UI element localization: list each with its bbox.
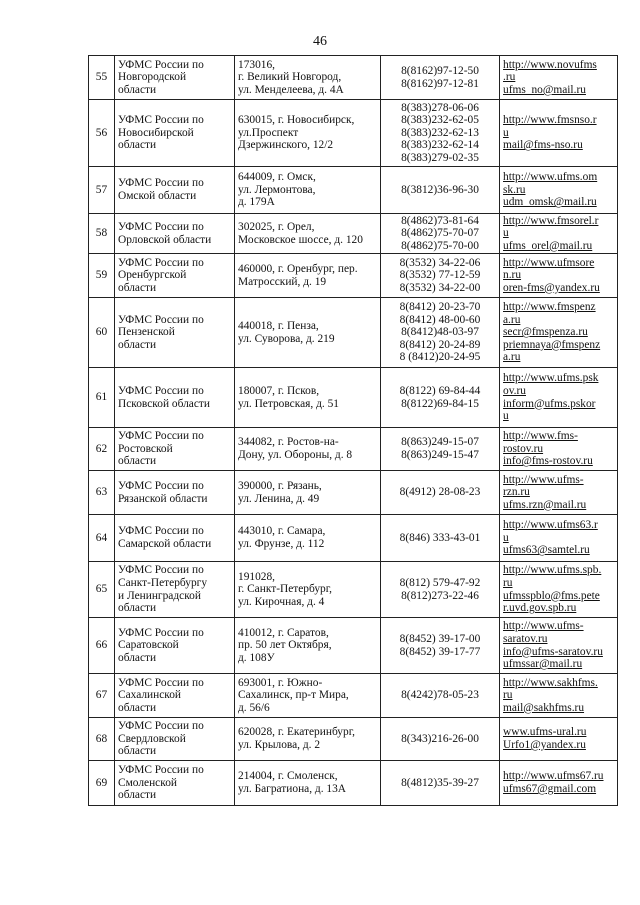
office-address-line: д. 56/6 xyxy=(238,701,270,714)
office-contacts-line[interactable]: rostov.ru xyxy=(503,442,544,455)
office-name xyxy=(115,761,235,806)
office-address-line: 180007, г. Псков, xyxy=(238,384,320,397)
office-name-line: области xyxy=(118,455,157,468)
page-number: 46 xyxy=(313,34,327,49)
office-name xyxy=(115,298,235,368)
table-row xyxy=(89,167,618,214)
office-contacts-line[interactable]: http://www.fmsorel.r xyxy=(503,214,599,227)
office-address-line: ул. Кирочная, д. 4 xyxy=(238,595,325,608)
office-name-line: Рязанской области xyxy=(118,492,208,505)
office-name-line: Санкт-Петербургу xyxy=(118,576,208,589)
office-phones xyxy=(381,368,500,428)
office-address-line: Сахалинск, пр-т Мира, xyxy=(238,689,349,702)
office-address-line: ул. Крылова, д. 2 xyxy=(238,739,321,751)
office-phones xyxy=(381,100,500,167)
office-contacts xyxy=(500,298,618,368)
office-contacts xyxy=(500,618,618,674)
office-address-line: Дзержинского, 12/2 xyxy=(238,139,334,152)
office-name xyxy=(115,368,235,428)
office-address-line: д. 108У xyxy=(238,651,275,664)
office-address xyxy=(235,761,381,806)
office-address-line: г. Санкт-Петербург, xyxy=(238,583,332,596)
office-contacts-line[interactable]: http://www.ufms.psk xyxy=(503,372,599,385)
office-contacts-line[interactable]: u xyxy=(503,227,509,240)
office-phones-line: 8(8122)69-84-15 xyxy=(401,397,479,410)
table-row xyxy=(89,761,618,806)
office-address xyxy=(235,254,381,298)
table-row xyxy=(89,471,618,515)
row-number: 66 xyxy=(89,618,115,674)
office-address xyxy=(235,214,381,254)
row-number: 68 xyxy=(89,718,115,761)
office-name-line: УФМС России по xyxy=(118,58,204,71)
office-contacts-line[interactable]: http://www.ufms63.r xyxy=(503,519,598,532)
office-name xyxy=(115,718,235,761)
office-contacts-line[interactable]: ru xyxy=(503,689,513,702)
office-name-line: УФМС России по xyxy=(118,384,204,397)
office-phones-line: 8(846) 333-43-01 xyxy=(399,531,481,544)
office-name xyxy=(115,428,235,471)
office-name-line: УФМС России по xyxy=(118,430,204,443)
office-name-line: УФМС России по xyxy=(118,626,204,639)
office-address-line: 173016, xyxy=(238,58,276,71)
office-contacts-line[interactable]: ufmssar@mail.ru xyxy=(503,658,583,671)
office-contacts-line[interactable]: u xyxy=(503,531,509,544)
office-contacts-line[interactable]: www.ufms-ural.ru xyxy=(503,726,587,739)
office-name-line: области xyxy=(118,281,157,294)
office-contacts xyxy=(500,100,618,167)
office-name-line: УФМС России по xyxy=(118,764,204,777)
row-number: 59 xyxy=(89,254,115,298)
office-phones-line: 8(4862)75-70-07 xyxy=(401,227,479,240)
office-address-line: 344082, г. Ростов-на- xyxy=(238,436,339,449)
table-row xyxy=(89,368,618,428)
office-contacts xyxy=(500,471,618,515)
office-contacts-line[interactable]: inform@ufms.pskor xyxy=(503,397,596,410)
office-contacts-line[interactable]: r.uvd.gov.spb.ru xyxy=(503,602,577,615)
office-address-line: 410012, г. Саратов, xyxy=(238,626,329,639)
office-name-line: УФМС России по xyxy=(118,177,204,190)
office-contacts-line[interactable]: ufms.rzn@mail.ru xyxy=(503,498,587,511)
office-phones xyxy=(381,515,500,562)
office-contacts-line[interactable]: http://www.ufms.spb. xyxy=(503,564,602,577)
office-name-line: УФМС России по xyxy=(118,256,204,269)
office-name-line: Сахалинской xyxy=(118,689,182,702)
office-phones-line: 8(4812)35-39-27 xyxy=(401,776,479,789)
office-address xyxy=(235,618,381,674)
office-phones xyxy=(381,167,500,214)
office-address xyxy=(235,674,381,718)
row-number: 56 xyxy=(89,100,115,167)
office-address-line: 440018, г. Пенза, xyxy=(238,319,319,332)
office-phones-line: 8(8412) 20-24-89 xyxy=(399,338,481,351)
office-address-line: Матросский, д. 19 xyxy=(238,275,327,288)
office-name xyxy=(115,515,235,562)
office-phones xyxy=(381,618,500,674)
office-contacts xyxy=(500,56,618,100)
office-address-line: ул. Суворова, д. 219 xyxy=(238,332,335,345)
office-name-line: Новгородской xyxy=(118,71,187,84)
table-row xyxy=(89,618,618,674)
office-name-line: Орловской области xyxy=(118,233,212,246)
office-phones xyxy=(381,254,500,298)
office-contacts-line[interactable]: http://www.fmspenz xyxy=(503,301,596,314)
table-row xyxy=(89,214,618,254)
office-name-line: области xyxy=(118,83,157,96)
office-address-line: пр. 50 лет Октября, xyxy=(238,639,332,652)
office-contacts xyxy=(500,562,618,618)
office-contacts-line[interactable]: http://www.ufms- xyxy=(503,620,584,633)
office-name-line: области xyxy=(118,139,157,152)
office-address xyxy=(235,471,381,515)
office-name xyxy=(115,214,235,254)
office-name xyxy=(115,56,235,100)
row-number: 63 xyxy=(89,471,115,515)
row-number: 65 xyxy=(89,562,115,618)
table-row xyxy=(89,298,618,368)
office-contacts-line[interactable]: ufms_no@mail.ru xyxy=(503,83,586,96)
office-contacts-line[interactable]: ufms67@gmail.com xyxy=(503,783,597,795)
office-address-line: ул. Багратиона, д. 13А xyxy=(238,783,347,795)
office-contacts-line[interactable]: secr@fmspenza.ru xyxy=(503,326,588,339)
office-address xyxy=(235,562,381,618)
office-name xyxy=(115,254,235,298)
office-phones-line: 8(4912) 28-08-23 xyxy=(399,486,481,499)
office-address-line: 630015, г. Новосибирск, xyxy=(238,114,355,127)
office-address xyxy=(235,515,381,562)
office-phones-line: 8(8162)97-12-81 xyxy=(401,77,479,90)
office-phones-line: 8(383)232-62-05 xyxy=(401,114,479,127)
office-phones-line: 8(383)279-02-35 xyxy=(401,151,479,164)
office-name-line: области xyxy=(118,701,157,714)
office-address xyxy=(235,167,381,214)
row-number: 57 xyxy=(89,167,115,214)
office-phones-line: 8(812) 579-47-92 xyxy=(399,576,481,589)
office-name-line: Ростовской xyxy=(118,442,173,455)
office-contacts-line[interactable]: http://www.ufms.om xyxy=(503,171,598,184)
office-address-line: 620028, г. Екатеринбург, xyxy=(238,726,355,739)
table-row xyxy=(89,515,618,562)
office-phones xyxy=(381,718,500,761)
office-phones xyxy=(381,471,500,515)
office-name-line: области xyxy=(118,651,157,664)
table-row xyxy=(89,56,618,100)
office-phones-line: 8(8122) 69-84-44 xyxy=(399,384,481,397)
office-address-line: ул.Проспект xyxy=(238,126,299,139)
office-phones-line: 8(8412) 20-23-70 xyxy=(399,301,481,314)
office-contacts-line[interactable]: oren-fms@yandex.ru xyxy=(503,281,600,294)
office-name xyxy=(115,674,235,718)
office-name-line: области xyxy=(118,338,157,351)
office-name-line: УФМС России по xyxy=(118,313,204,326)
fms-offices-table xyxy=(88,55,618,806)
office-contacts-line[interactable]: ufms_orel@mail.ru xyxy=(503,239,593,252)
office-name-line: Псковской области xyxy=(118,397,210,410)
office-phones-line: 8(383)232-62-13 xyxy=(401,126,479,139)
office-phones-line: 8(8452) 39-17-00 xyxy=(399,632,481,645)
row-number: 61 xyxy=(89,368,115,428)
office-address-line: ул. Менделеева, д. 4А xyxy=(238,83,344,96)
office-phones xyxy=(381,674,500,718)
office-name-line: области xyxy=(118,745,157,758)
row-number: 60 xyxy=(89,298,115,368)
office-name-line: Оренбургской xyxy=(118,269,187,282)
office-address xyxy=(235,56,381,100)
office-phones-line: 8(863)249-15-07 xyxy=(401,436,479,449)
office-phones xyxy=(381,562,500,618)
office-name-line: УФМС России по xyxy=(118,525,204,538)
office-contacts-line[interactable]: mail@fms-nso.ru xyxy=(503,139,583,152)
office-address xyxy=(235,718,381,761)
office-name xyxy=(115,100,235,167)
office-phones-line: 8(863)249-15-47 xyxy=(401,449,479,461)
office-name-line: УФМС России по xyxy=(118,564,204,577)
office-contacts-line[interactable]: http://www.ufms67.ru xyxy=(503,770,604,783)
office-contacts-line[interactable]: info@fms-rostov.ru xyxy=(503,455,593,468)
office-address-line: 390000, г. Рязань, xyxy=(238,479,322,492)
office-address-line: 302025, г. Орел, xyxy=(238,220,315,233)
office-contacts-line[interactable]: http://www.novufms xyxy=(503,58,597,71)
row-number: 64 xyxy=(89,515,115,562)
office-contacts-line[interactable]: Urfo1@yandex.ru xyxy=(503,739,586,751)
office-name-line: Саратовской xyxy=(118,639,179,652)
office-name-line: УФМС России по xyxy=(118,220,204,233)
office-contacts xyxy=(500,167,618,214)
office-address-line: 460000, г. Оренбург, пер. xyxy=(238,262,358,275)
office-phones-line: 8(3532) 77-12-59 xyxy=(399,269,481,282)
office-contacts-line[interactable]: http://www.ufmsore xyxy=(503,256,595,269)
office-contacts-line[interactable]: sk.ru xyxy=(503,183,526,196)
office-contacts-line[interactable]: http://www.fmsnso.r xyxy=(503,114,597,127)
office-phones-line: 8(3532) 34-22-00 xyxy=(399,281,481,294)
office-contacts-line[interactable]: rzn.ru xyxy=(503,486,530,499)
office-name-line: Пензенской xyxy=(118,326,175,339)
office-address xyxy=(235,100,381,167)
office-address-line: ул. Лермонтова, xyxy=(238,183,316,196)
office-name-line: Свердловской xyxy=(118,732,186,745)
office-address-line: г. Великий Новгород, xyxy=(238,71,342,84)
office-phones-line: 8(343)216-26-00 xyxy=(401,732,479,745)
office-phones-line: 8(3812)36-96-30 xyxy=(401,183,479,196)
office-address-line: д. 179А xyxy=(238,196,275,209)
office-phones xyxy=(381,214,500,254)
office-phones-line: 8(812)273-22-46 xyxy=(401,589,479,602)
office-address-line: 443010, г. Самара, xyxy=(238,525,326,538)
office-address-line: Дону, ул. Обороны, д. 8 xyxy=(238,449,353,461)
row-number: 55 xyxy=(89,56,115,100)
office-contacts-line[interactable]: u xyxy=(503,126,509,139)
office-phones-line: 8 (8412)20-24-95 xyxy=(399,351,481,364)
office-contacts-line[interactable]: ru xyxy=(503,576,513,589)
office-name-line: области xyxy=(118,602,157,615)
office-name-line: Смоленской xyxy=(118,776,177,789)
office-contacts xyxy=(500,761,618,806)
office-contacts-line[interactable]: priemnaya@fmspenz xyxy=(503,338,601,351)
office-name-line: Омской области xyxy=(118,190,197,202)
office-address-line: Московское шоссе, д. 120 xyxy=(238,233,363,246)
office-contacts-line[interactable]: http://www.fms- xyxy=(503,430,578,443)
table-row xyxy=(89,674,618,718)
office-address xyxy=(235,298,381,368)
office-name-line: УФМС России по xyxy=(118,479,204,492)
office-contacts-line[interactable]: saratov.ru xyxy=(503,632,548,645)
office-phones-line: 8(383)278-06-06 xyxy=(401,101,479,114)
office-contacts xyxy=(500,718,618,761)
office-address xyxy=(235,368,381,428)
office-name-line: УФМС России по xyxy=(118,720,204,733)
office-address-line: 214004, г. Смоленск, xyxy=(238,770,338,783)
office-contacts-line[interactable]: .ru xyxy=(503,71,516,84)
office-phones-line: 8(4862)73-81-64 xyxy=(401,214,479,227)
office-name-line: Самарской области xyxy=(118,538,212,550)
office-contacts-line[interactable]: u xyxy=(503,410,509,423)
office-contacts xyxy=(500,428,618,471)
office-address-line: ул. Ленина, д. 49 xyxy=(238,492,320,505)
office-contacts-line[interactable]: http://www.sakhfms. xyxy=(503,676,598,689)
office-address-line: 693001, г. Южно- xyxy=(238,676,323,689)
office-contacts-line[interactable]: mail@sakhfms.ru xyxy=(503,701,585,714)
table-row xyxy=(89,100,618,167)
table-row xyxy=(89,562,618,618)
office-phones-line: 8(3532) 34-22-06 xyxy=(399,256,481,269)
table-row xyxy=(89,254,618,298)
office-name xyxy=(115,618,235,674)
office-address-line: ул. Фрунзе, д. 112 xyxy=(238,538,325,550)
table-body xyxy=(89,56,618,806)
office-contacts-line[interactable]: udm_omsk@mail.ru xyxy=(503,196,597,209)
office-address-line: ул. Петровская, д. 51 xyxy=(238,397,339,410)
office-name xyxy=(115,471,235,515)
office-contacts-line[interactable]: ufms63@samtel.ru xyxy=(503,544,590,557)
office-contacts xyxy=(500,515,618,562)
office-name-line: УФМС России по xyxy=(118,114,204,127)
office-address xyxy=(235,428,381,471)
office-contacts xyxy=(500,214,618,254)
table-row xyxy=(89,428,618,471)
office-contacts-line[interactable]: a.ru xyxy=(503,351,521,364)
office-phones xyxy=(381,428,500,471)
office-contacts xyxy=(500,368,618,428)
row-number: 62 xyxy=(89,428,115,471)
office-phones-line: 8(4242)78-05-23 xyxy=(401,689,479,702)
office-contacts-line[interactable]: n.ru xyxy=(503,269,522,282)
office-name-line: области xyxy=(118,789,157,802)
table-row xyxy=(89,718,618,761)
office-phones xyxy=(381,56,500,100)
office-name xyxy=(115,562,235,618)
office-phones-line: 8(8162)97-12-50 xyxy=(401,64,479,77)
office-contacts xyxy=(500,674,618,718)
office-contacts-line[interactable]: info@ufms-saratov.ru xyxy=(503,645,603,658)
office-address-line: 644009, г. Омск, xyxy=(238,171,316,184)
row-number: 67 xyxy=(89,674,115,718)
row-number: 58 xyxy=(89,214,115,254)
office-name-line: Новосибирской xyxy=(118,126,194,139)
office-phones-line: 8(4862)75-70-00 xyxy=(401,239,479,252)
office-phones-line: 8(8412)48-03-97 xyxy=(401,326,479,339)
office-phones xyxy=(381,298,500,368)
office-phones-line: 8(383)232-62-14 xyxy=(401,139,479,152)
office-phones xyxy=(381,761,500,806)
office-name-line: УФМС России по xyxy=(118,676,204,689)
office-name-line: и Ленинградской xyxy=(118,589,201,602)
office-contacts-line[interactable]: http://www.ufms- xyxy=(503,473,584,486)
office-address-line: 191028, xyxy=(238,570,276,583)
office-contacts xyxy=(500,254,618,298)
row-number: 69 xyxy=(89,761,115,806)
office-phones-line: 8(8412) 48-00-60 xyxy=(399,313,481,326)
office-contacts-line[interactable]: ufmsspblo@fms.pete xyxy=(503,589,600,602)
office-contacts-line[interactable]: a.ru xyxy=(503,313,521,326)
office-contacts-line[interactable]: ov.ru xyxy=(503,384,526,397)
office-name xyxy=(115,167,235,214)
office-phones-line: 8(8452) 39-17-77 xyxy=(399,645,481,658)
